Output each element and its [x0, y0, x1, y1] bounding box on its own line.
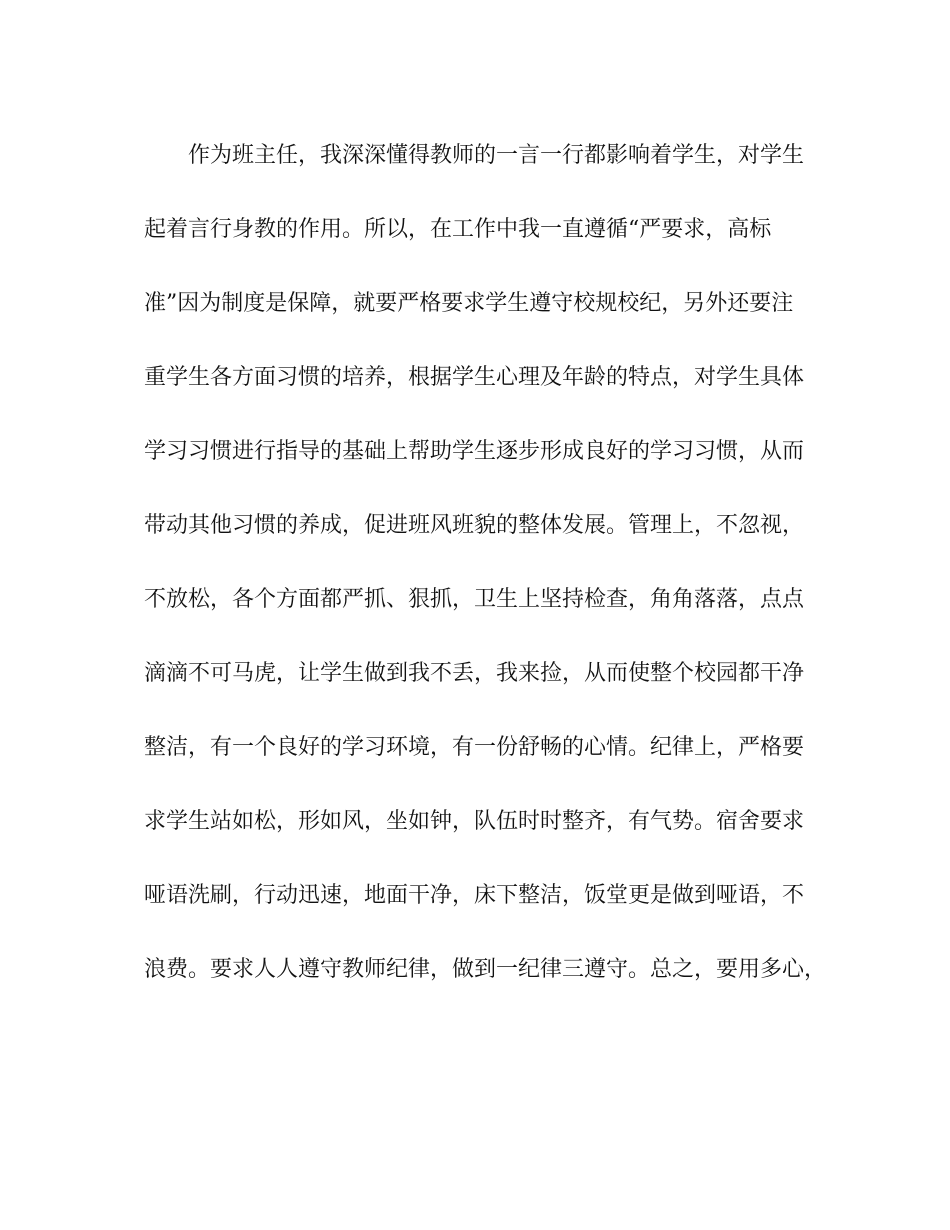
- paragraph-line-1: 作为班主任，我深深懂得教师的一言一行都影响着学生，对学生: [188, 143, 805, 168]
- paragraph-line-11: 哑语洗刷，行动迅速，地面干净，床下整洁，饭堂更是做到哑语，不: [144, 883, 805, 908]
- paragraph-line-4: 重学生各方面习惯的培养，根据学生心理及年龄的特点，对学生具体: [144, 365, 805, 390]
- paragraph-line-3: 准”因为制度是保障，就要严格要求学生遵守校规校纪，另外还要注: [144, 291, 794, 316]
- paragraph-line-2: 起着言行身教的作用。所以，在工作中我一直遵循“严要求，高标: [144, 217, 772, 242]
- paragraph-line-12: 浪费。要求人人遵守教师纪律，做到一纪律三遵守。总之，要用多心，: [144, 957, 827, 982]
- paragraph-line-6: 带动其他习惯的养成，促进班风班貌的整体发展。管理上，不忽视，: [144, 513, 805, 538]
- paragraph-line-9: 整洁，有一个良好的学习环境，有一份舒畅的心情。纪律上，严格要: [144, 735, 805, 760]
- paragraph-line-8: 滴滴不可马虎，让学生做到我不丢，我来捡，从而使整个校园都干净: [144, 661, 805, 686]
- paragraph-line-5: 学习习惯进行指导的基础上帮助学生逐步形成良好的学习习惯，从而: [144, 439, 805, 464]
- paragraph-line-7: 不放松，各个方面都严抓、狠抓，卫生上坚持检查，角角落落，点点: [144, 587, 805, 612]
- paragraph-line-10: 求学生站如松，形如风，坐如钟，队伍时时整齐，有气势。宿舍要求: [144, 809, 805, 834]
